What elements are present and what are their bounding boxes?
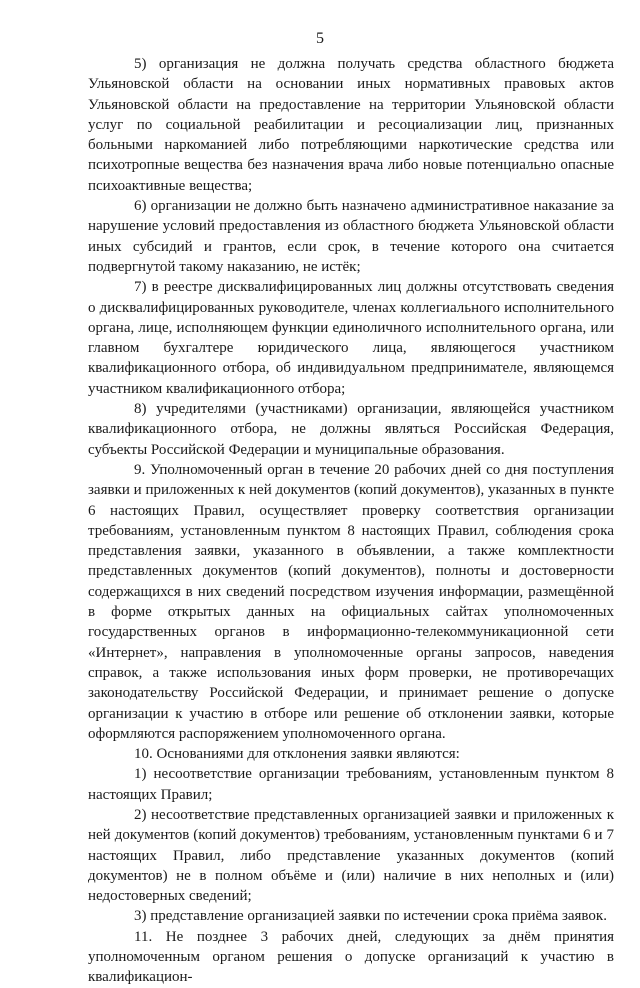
page-number: 5 [316, 30, 324, 47]
document-body [88, 54, 614, 988]
paragraph-clause-10: 10. Основаниями для отклонения заявки являются: [134, 746, 460, 763]
paragraph-reason-2: 2) несоответствие представленных организацией заявки и приложенных к ней документов (копий документов) требованиям, установленным пунктами 6 и 7 настоящих Правил, либо представление указанных документов (копий документов) не в полном объёме и (или) наличие в них неполных и (или) недостоверных сведений; [88, 806, 614, 905]
paragraph-clause-11: 11. Не позднее 3 рабочих дней, следующих за днём принятия уполномоченным органом решения о допуске организаций к участию в квалификацион- [88, 928, 614, 986]
paragraph-item-7: 7) в реестре дисквалифицированных лиц должны отсутствовать сведения о дисквалифицированных руководителе, членах коллегиального исполнительного органа, лице, исполняющем функции единоличного исполнительного органа, или главном бухгалтере юридического лица, являющегося участником квалификационного отбора, об индивидуальном предпринимателе, являющемся участником квалификационного отбора; [88, 279, 614, 397]
paragraph-reason-1: 1) несоответствие организации требованиям, установленным пунктом 8 настоящих Правил; [88, 766, 614, 803]
paragraph-item-5: 5) организация не должна получать средства областного бюджета Ульяновской области на основании иных нормативных правовых актов Ульяновской области на предоставление на территории Ульяновской области услуг по социальной реабилитации и ресоциализации лиц, признанных больными наркоманией либо потребляющими наркотические средства или психотропные вещества без назначения врача либо новые потенциально опасные психоактивные вещества; [88, 56, 614, 194]
paragraph-item-8: 8) учредителями (участниками) организации, являющейся участником квалификационного отбора, не должны являться Российская Федерация, субъекты Российской Федерации и муниципальные образования. [88, 401, 614, 458]
paragraph-item-6: 6) организации не должно быть назначено административное наказание за нарушение условий предоставления из областного бюджета Ульяновской области иных субсидий и грантов, если срок, в течение которого она считается подвергнутой такому наказанию, не истёк; [88, 198, 614, 275]
paragraph-clause-9: 9. Уполномоченный орган в течение 20 рабочих дней со дня поступления заявки и приложенных к ней документов (копий документов), указанных в пункте 6 настоящих Правил, осуществляет проверку соответствия организации требованиям, установленным пунктом 8 настоящих Правил, соблюдения срока представления заявки, указанного в объявлении, а также комплектности представленных документов (копий документов), полноты и достоверности содержащихся в них сведений посредством изучения информации, размещённой в форме открытых данных на официальных сайтах уполномоченных государственных органов в информационно-телекоммуникационной сети «Интернет», направления в уполномоченные органы запросов, наведения справок, а также использования иных форм проверки, не противоречащих законодательству Российской Федерации, и принимает решение о допуске организации к участию в отборе или решение об отклонении заявки, которые оформляются распоряжением уполномоченного органа. [88, 461, 614, 742]
paragraph-reason-3: 3) представление организацией заявки по истечении срока приёма заявок. [134, 908, 607, 925]
